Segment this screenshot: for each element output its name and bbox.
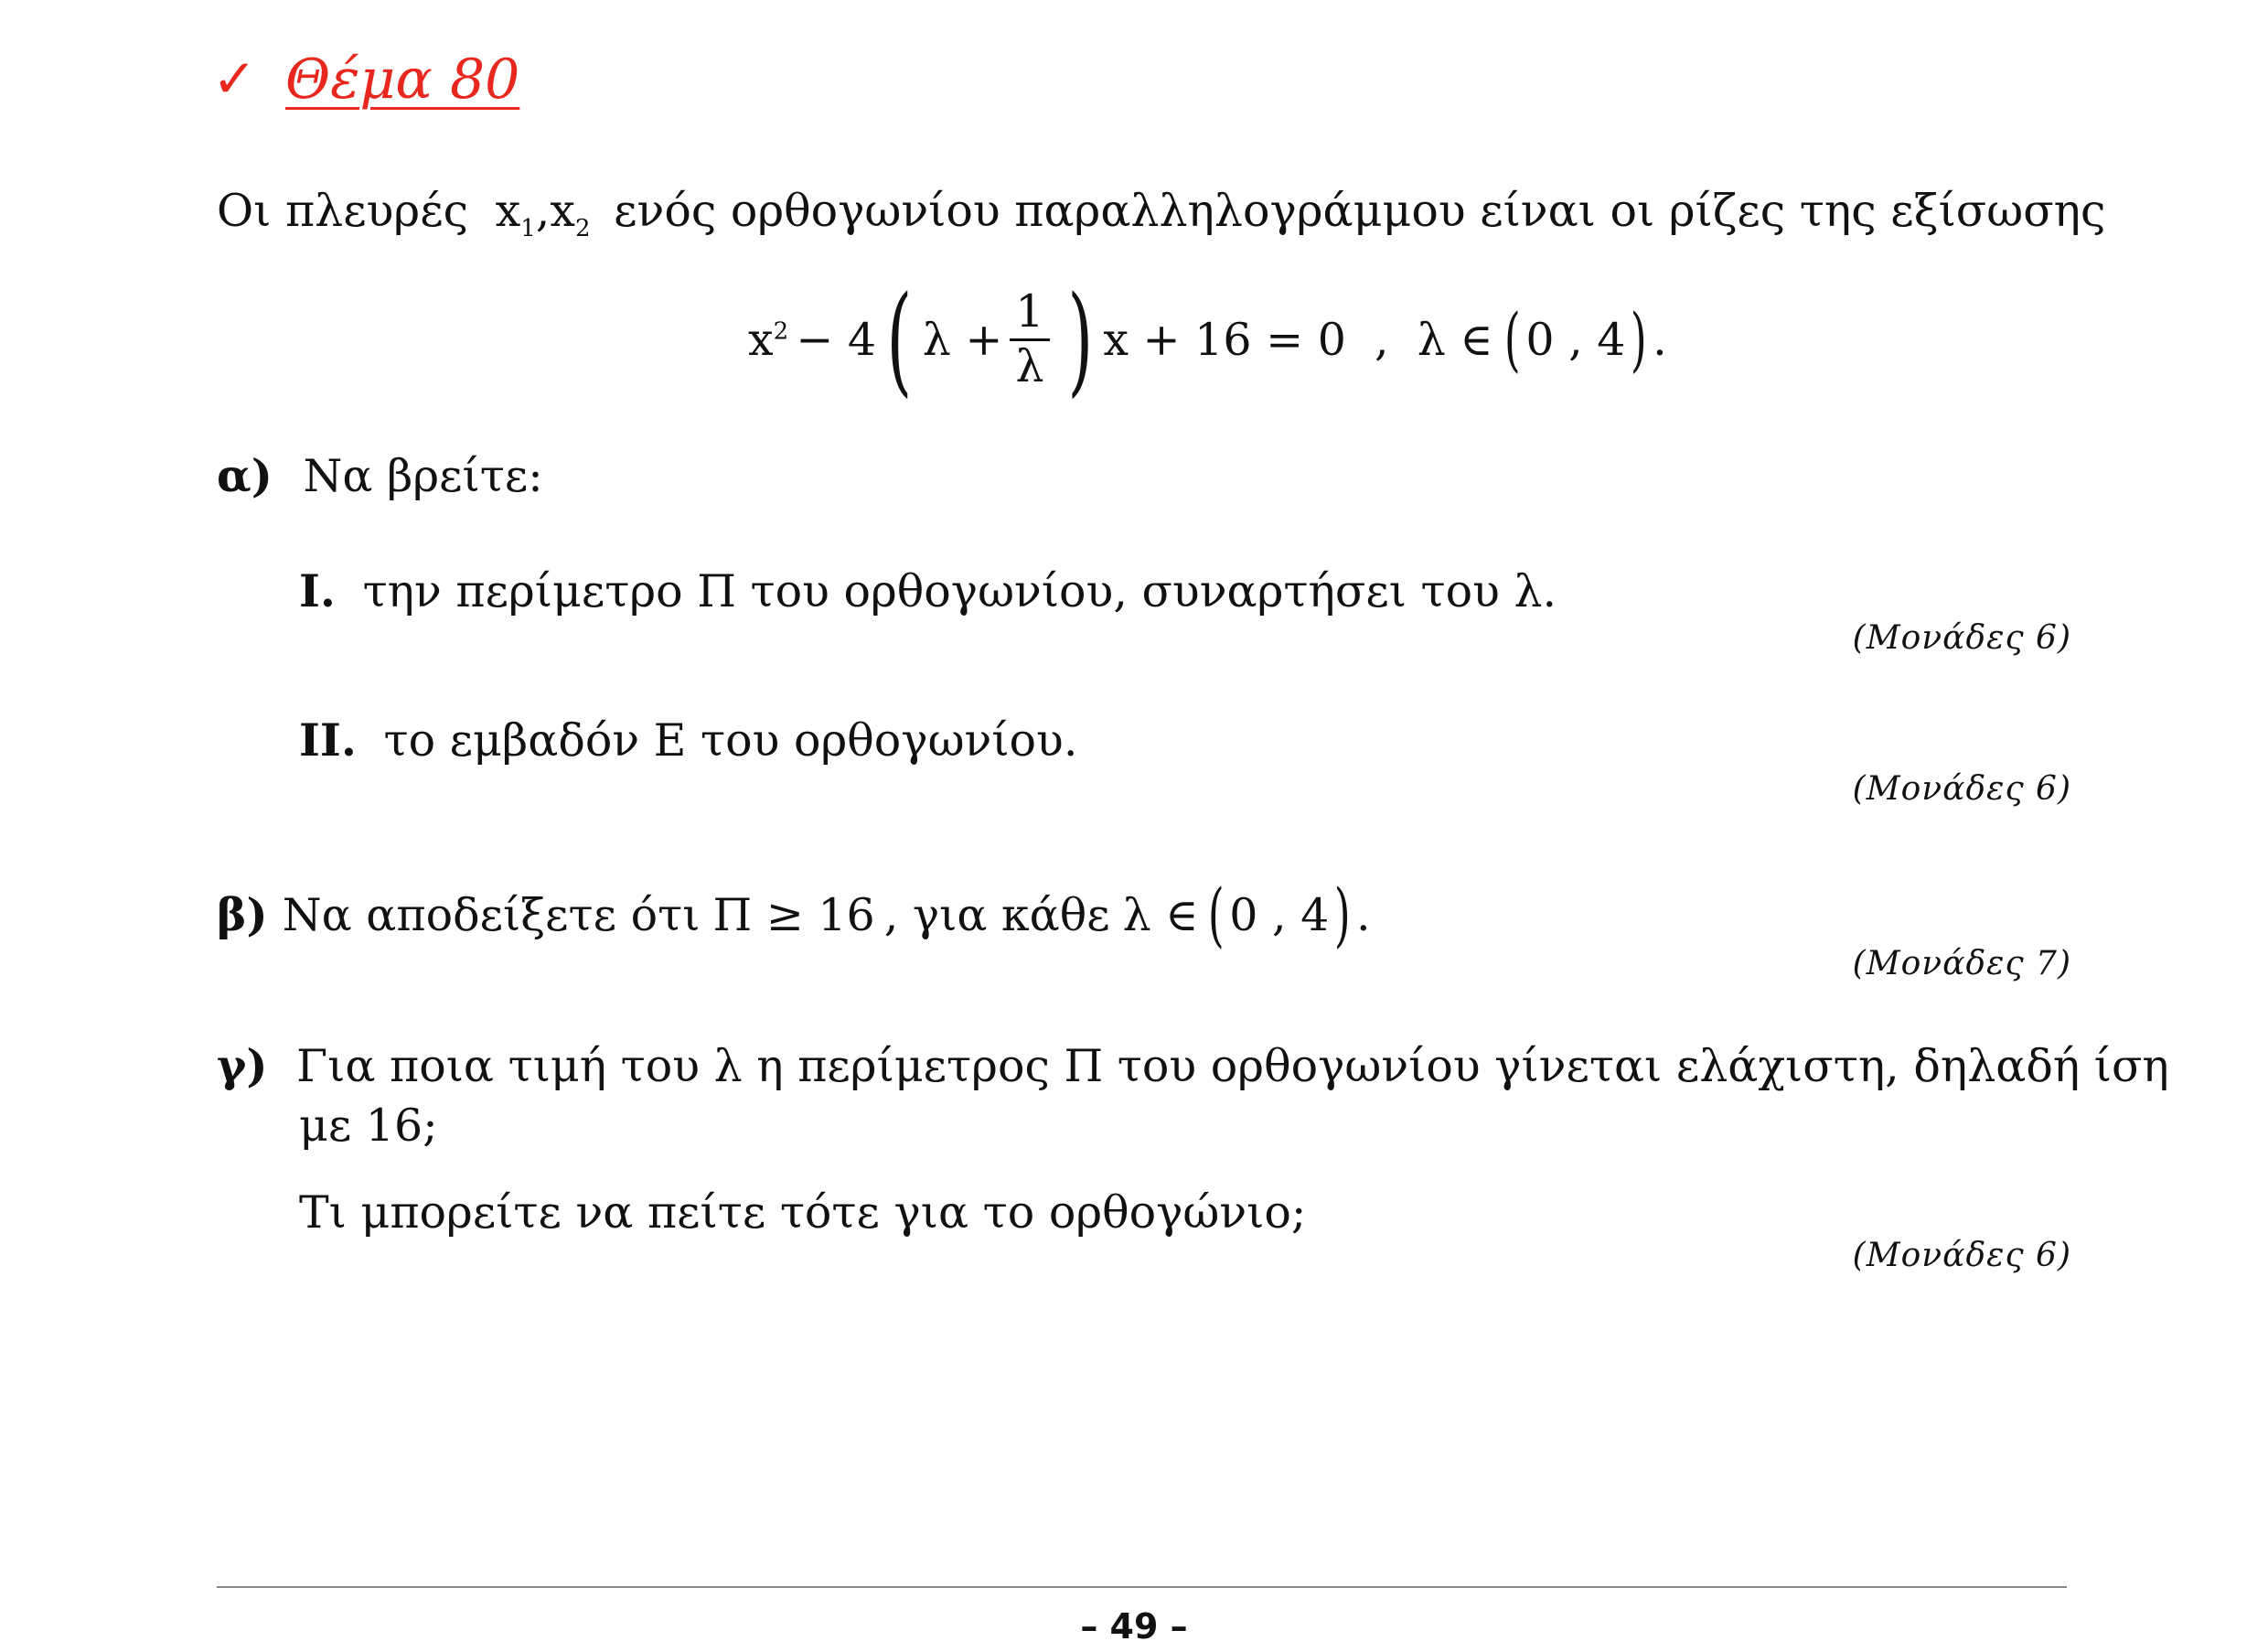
- intro-var-x2: [550, 185, 591, 242]
- topic-title: Θέμα 80: [285, 48, 520, 112]
- eq-domain-values: 0 , 4: [1525, 313, 1626, 366]
- part-c-line-1: [217, 1039, 2169, 1092]
- part-c-label: γ): [217, 1039, 268, 1092]
- part-a-item-ii: [299, 713, 1078, 767]
- marks-item-i: (Μονάδες 6): [1852, 619, 2071, 657]
- eq-fraction-numerator: 1: [1010, 286, 1049, 340]
- part-b-label: β): [217, 887, 268, 941]
- part-b-close-paren: ): [1334, 874, 1352, 955]
- item-ii-text: το εμβαδόν Ε του ορθογωνίου.: [383, 714, 1078, 767]
- part-a-heading: [217, 449, 543, 502]
- part-c-text-1: Για ποια τιμή του λ η περίμετρος Π του ορθογωνίου γίνεται ελάχιστη, δηλαδή ίση: [296, 1040, 2169, 1092]
- part-b-lambda-in: λ ∈: [1122, 888, 1199, 941]
- eq-right-paren: ): [1067, 270, 1093, 409]
- intro-text-end: ενός ορθογωνίου παραλληλογράμμου είναι οι ρίζες της εξίσωσης: [614, 185, 2106, 237]
- part-b-open-paren: (: [1207, 874, 1225, 955]
- eq-fraction-denominator: λ: [1015, 339, 1044, 392]
- part-b-text-2: , για κάθε: [883, 888, 1110, 941]
- part-b-period: .: [1355, 888, 1371, 941]
- part-c-line-3: Τι μπορείτε να πείτε τότε για το ορθογώνιο;: [299, 1186, 1307, 1239]
- intro-var-x1: [495, 185, 536, 242]
- var-x: x: [550, 185, 576, 237]
- part-b: [217, 874, 1371, 956]
- item-i-text: την περίμετρο Π του ορθογωνίου, συναρτήσει του λ.: [362, 565, 1557, 617]
- eq-tail: x + 16 = 0 , λ ∈: [1103, 313, 1493, 366]
- eq-exponent: 2: [773, 317, 789, 346]
- part-a-text: Να βρείτε:: [303, 450, 543, 502]
- item-i-label: I.: [299, 564, 336, 617]
- part-a-item-i: [299, 564, 1557, 617]
- item-ii-label: II.: [299, 713, 357, 767]
- eq-fraction: [1010, 286, 1049, 392]
- main-equation: [748, 271, 1667, 408]
- marks-item-ii: (Μονάδες 6): [1852, 770, 2071, 808]
- eq-var: x: [748, 313, 774, 366]
- part-b-text: Να αποδείξετε ότι: [282, 888, 701, 941]
- subscript-2: 2: [575, 214, 591, 242]
- part-b-values: 0 , 4: [1229, 888, 1330, 941]
- part-c-line-2: με 16;: [299, 1100, 438, 1152]
- eq-x: [748, 313, 789, 366]
- intro-sentence: [217, 185, 2106, 242]
- page-number: – 49 –: [1080, 1606, 1188, 1647]
- eq-lambda-plus: λ +: [922, 313, 1003, 366]
- eq-domain-open: (: [1503, 298, 1521, 380]
- part-b-inequality: Π ≥ 16: [712, 888, 875, 941]
- comma: ,: [535, 185, 551, 237]
- eq-minus-four: − 4: [796, 313, 876, 366]
- eq-left-paren: (: [886, 270, 913, 409]
- intro-text-start: Οι πλευρές: [217, 185, 469, 237]
- marks-part-b: (Μονάδες 7): [1852, 945, 2071, 982]
- marks-part-c: (Μονάδες 6): [1852, 1237, 2071, 1274]
- subscript-1: 1: [520, 214, 536, 242]
- eq-domain-close: ): [1631, 298, 1648, 380]
- footer-divider: [217, 1586, 2067, 1588]
- var-x: x: [495, 185, 521, 237]
- checkmark-icon: ✓: [212, 48, 257, 110]
- eq-period: .: [1653, 313, 1667, 366]
- part-a-label: α): [217, 449, 273, 502]
